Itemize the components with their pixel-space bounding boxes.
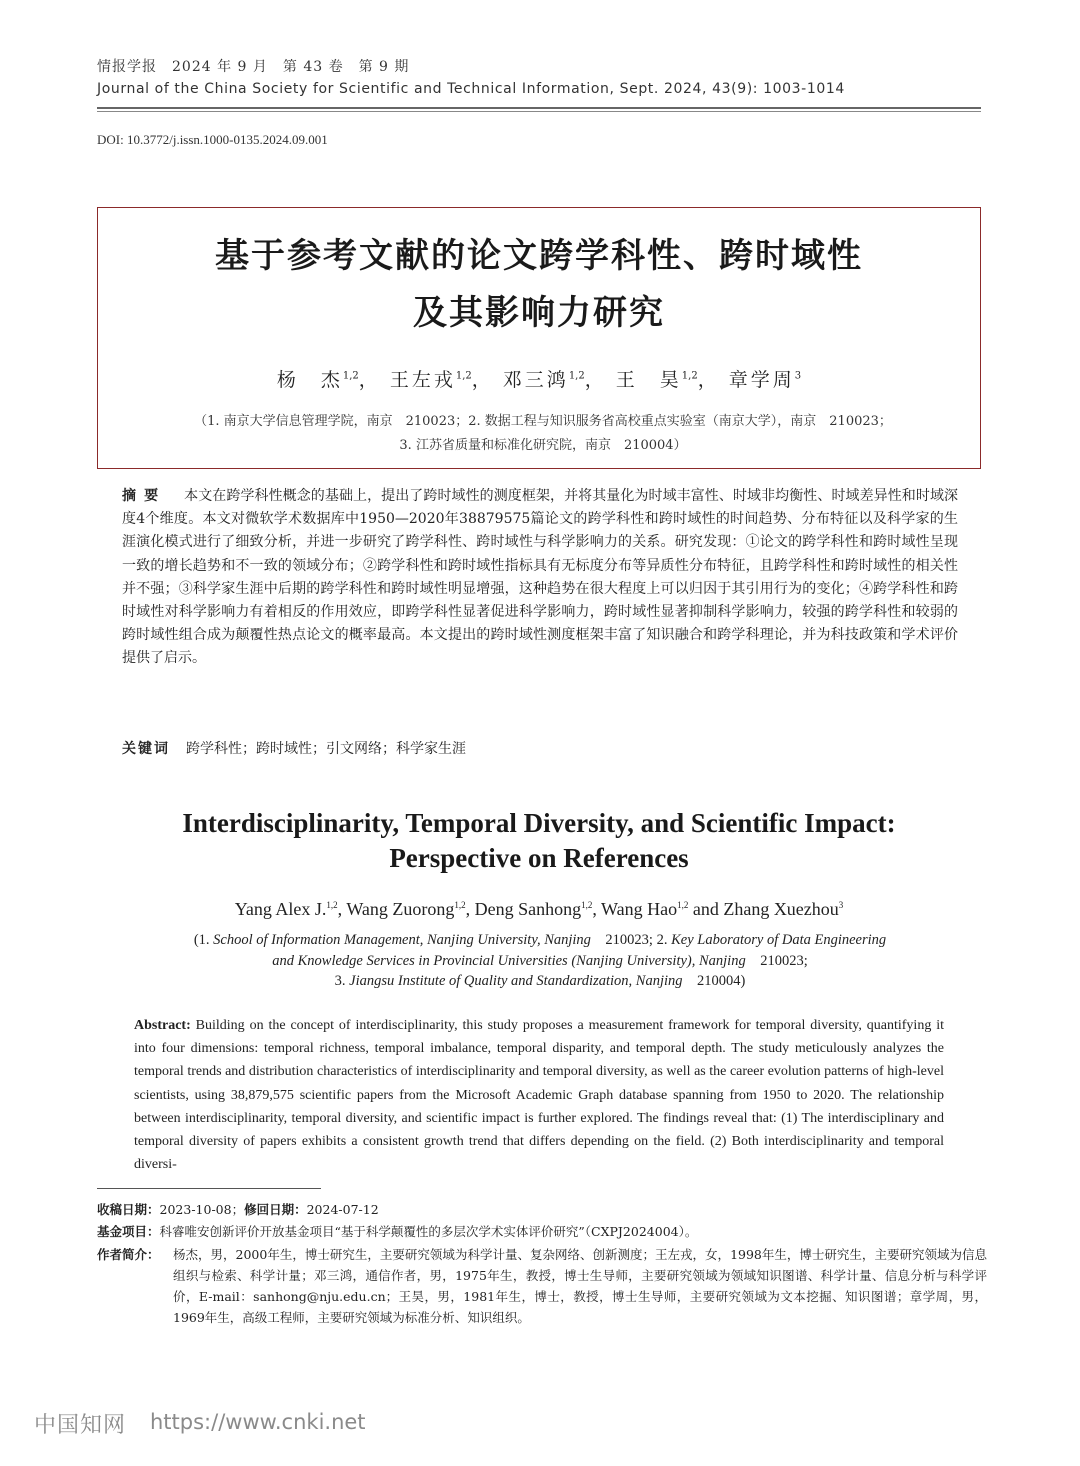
fund-label: 基金项目： [97, 1224, 160, 1239]
en-author: Zhang Xuezhou [723, 899, 839, 919]
en-author-sup: 1,2 [581, 900, 593, 910]
en-aff2b: and Knowledge Services in Provincial Universities (Nanjing University), Nanjing [272, 952, 746, 969]
cnki-watermark-url: https://www.cnki.net [150, 1410, 366, 1434]
en-aff3-num: 3. [334, 973, 350, 989]
en-abstract-text: Building on the concept of interdisciplinarity, this study proposes a measurement framework for temporal diversity, quantifying it into four dimensions: temporal richness, temporal imbalance, temporal disparity, and temporal depth. The study meticulously analyzes the temporal trends and distribution characteristics of interdisciplinarity and temporal diversity, as well as the career evolution patterns of high-level scientists, using 38,879,575 scientific papers from the Microsoft Academic Graph database spanning from 1950 to 2020. The relationship between interdisciplinarity, temporal diversity, and scientific impact is further explored. The findings reveal that: (1) The interdisciplinary and temporal diversity of papers exhibits a consistent growth trend that differs depending on the field. (2) Both interdisciplinarity and temporal diversi- [134, 1018, 944, 1173]
en-author-sup: 1,2 [326, 900, 338, 910]
en-author: Wang Hao [601, 899, 678, 919]
received-date: 2023-10-08； [159, 1202, 245, 1217]
footnote-dates [97, 1199, 987, 1220]
cn-abstract [122, 485, 958, 671]
cnki-watermark-brand: 中国知网 [34, 1413, 127, 1438]
cn-author-sup: 1,2 [342, 370, 359, 382]
cn-author-separator: ， [584, 369, 607, 391]
cn-author-separator: ， [697, 369, 720, 391]
bio-text: 杨杰，男，2000年生，博士研究生，主要研究领域为科学计量、复杂网络、创新测度；王左戎，女，1998年生，博士研究生，主要研究领域为信息组织与检索、科学计量；邓三鸿，通信作者，男，1975年生，教授，博士生导师，主要研究领域为领域知识图谱、科学计量、信息分析与科学评价，E-mail：sanhong@nju.edu.cn；王昊，男，1981年生，博士，教授，博士生导师，主要研究领域为文本挖掘、知识图谱；章学周，男，1969年生，高级工程师，主要研究领域为标准分析、知识组织。 [173, 1247, 987, 1325]
cn-author-sup: 3 [794, 370, 802, 382]
cn-abstract-label: 摘要 [122, 488, 167, 504]
cn-affiliations [118, 410, 968, 458]
cn-author: 王 昊 [615, 369, 682, 391]
revised-date: 2024-07-12 [306, 1202, 379, 1217]
en-aff2-code: 210023; [745, 952, 808, 969]
en-author: Deng Sanhong [474, 899, 582, 919]
cn-author-sup: 1,2 [455, 370, 472, 382]
bio-label: 作者简介： [97, 1247, 160, 1262]
cn-title-line2: 及其影响力研究 [413, 293, 665, 333]
cn-author-separator: ， [471, 369, 494, 391]
en-aff-open: (1. [193, 932, 214, 948]
en-abstract [134, 1014, 944, 1176]
en-title-line1: Interdisciplinarity, Temporal Diversity, and Scientific Impact: [182, 808, 896, 838]
cn-keywords [122, 738, 466, 758]
cn-title-line1: 基于参考文献的论文跨学科性、跨时域性 [215, 236, 863, 276]
cn-author: 邓三鸿 [502, 369, 569, 391]
footnote-bio [97, 1244, 987, 1328]
cn-author-list [97, 365, 981, 392]
en-title-line2: Perspective on References [389, 843, 689, 873]
en-aff1-code: 210023; 2. [590, 932, 672, 948]
en-author-sup: 3 [838, 900, 844, 910]
journal-header-cn: 情报学报 2024 年 9 月 第 43 卷 第 9 期 [97, 59, 410, 75]
cn-author-separator: ， [358, 369, 381, 391]
en-aff2a: Key Laboratory of Data Engineering [671, 932, 887, 948]
en-affiliation-line1 [120, 930, 960, 951]
cn-author: 章学周 [728, 369, 795, 391]
en-affiliation-line2 [120, 951, 960, 972]
cn-author-sup: 1,2 [568, 370, 585, 382]
en-abstract-label: Abstract: [134, 1018, 191, 1033]
footnote-fund [97, 1221, 987, 1242]
en-author-sup: 1,2 [454, 900, 466, 910]
fund-text: 科睿唯安创新评价开放基金项目“基于科学颠覆性的多层次学术实体评价研究”（CXPJ2024004）。 [159, 1224, 698, 1239]
cn-keywords-label: 关键词 [122, 741, 170, 757]
en-aff3: Jiangsu Institute of Quality and Standardization, Nanjing [349, 973, 683, 989]
header-rule-thick [97, 107, 981, 109]
header-rule-thin [97, 111, 981, 112]
cn-author: 王左戎 [389, 369, 456, 391]
cn-author-sup: 1,2 [681, 370, 698, 382]
en-author-list: Yang Alex J.$^{1,2}$, Wang Zuorong$^{1,2}$, Deng Sanhong$^{1,2}$, Wang Hao$^{1,2}$ and Zhang Xuezhou$^3$ [234, 899, 844, 919]
en-author-sup: 1,2 [677, 900, 689, 910]
en-affiliation-line3 [120, 971, 960, 992]
en-author: Yang Alex J. [234, 899, 327, 919]
en-aff1: School of Information Management, Nanjing University, Nanjing [213, 932, 591, 948]
doi: DOI: 10.3772/j.issn.1000-0135.2024.09.001 [97, 132, 328, 147]
cn-affiliation-line2: 3. 江苏省质量和标准化研究院，南京 210004） [399, 438, 687, 453]
revised-label: 修回日期： [244, 1202, 307, 1217]
cn-keywords-text: 跨学科性；跨时域性；引文网络；科学家生涯 [186, 741, 466, 757]
footnote-rule [97, 1188, 321, 1189]
journal-header-en: Journal of the China Society for Scientific and Technical Information, Sept. 2024, 43(9): 1003-1014 [97, 81, 845, 97]
cn-affiliation-line1: （1. 南京大学信息管理学院，南京 210023；2. 数据工程与知识服务省高校重点实验室（南京大学），南京 210023； [194, 414, 892, 429]
cn-author: 杨 杰 [276, 369, 343, 391]
received-label: 收稿日期： [97, 1202, 160, 1217]
en-aff3-code: 210004) [682, 973, 746, 989]
cn-abstract-text: 本文在跨学科性概念的基础上，提出了跨时域性的测度框架，并将其量化为时域丰富性、时域非均衡性、时域差异性和时域深度4个维度。本文对微软学术数据库中1950—2020年38879575篇论文的跨学科性和跨时域性的时间趋势、分布特征以及科学家的生涯演化模式进行了细致分析，并进一步研究了跨学科性、跨时域性与科学影响力的关系。研究发现：①论文的跨学科性和跨时域性呈现一致的增长趋势和不一致的领域分布；②跨学科性和跨时域性指标具有无标度分布等异质性分布特征，且跨学科性和跨时域性的相关性并不强；③科学家生涯中后期的跨学科性和跨时域性明显增强，这种趋势在很大程度上可以归因于其引用行为的变化；④跨学科性和跨时域性对科学影响力有着相反的作用效应，即跨学科性显著促进科学影响力，跨时域性显著抑制科学影响力，较强的跨学科性和较弱的跨时域性组合成为颠覆性热点论文的概率最高。本文提出的跨时域性测度框架丰富了知识融合和跨学科理论，并为科技政策和学术评价提供了启示。 [122, 488, 959, 667]
en-author: Wang Zuorong [346, 899, 455, 919]
en-affiliations [120, 930, 960, 992]
